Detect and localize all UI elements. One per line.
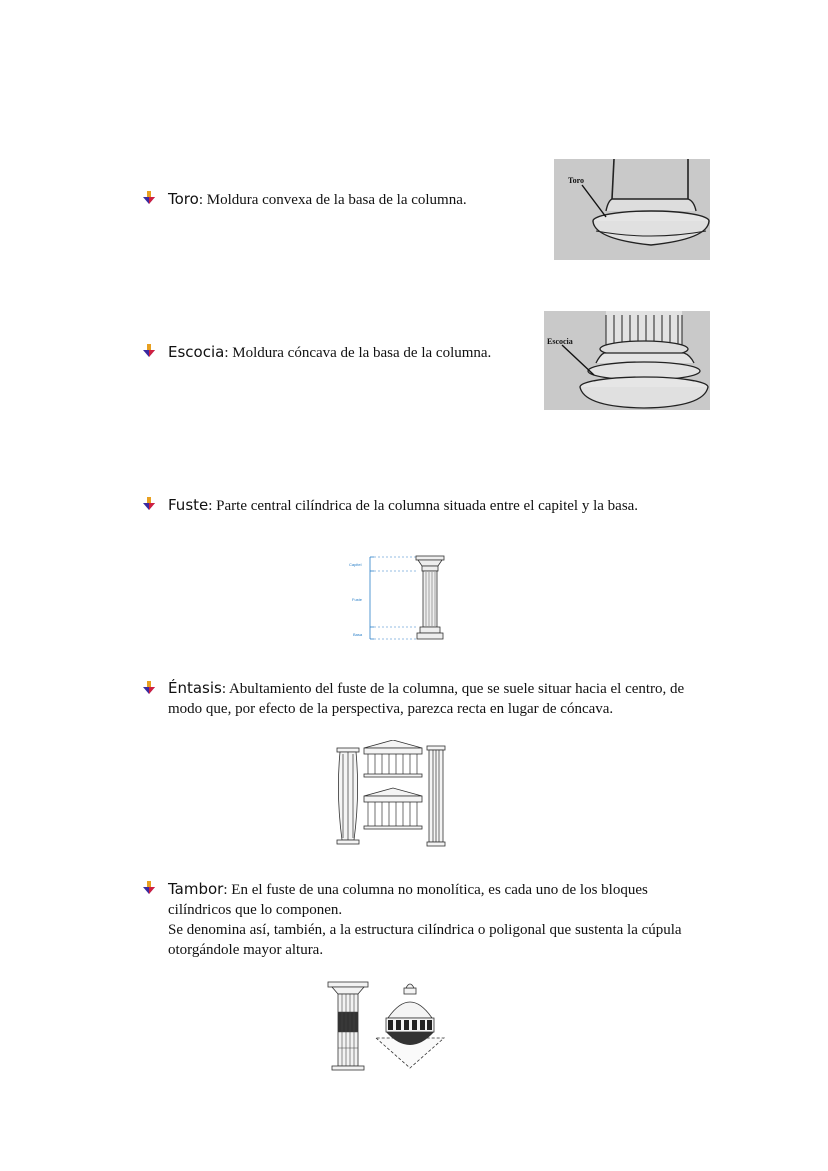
entry-entasis: Éntasis: Abultamiento del fuste de la columna, que se suele situar hacia el centro, de modo que, por efecto de la perspectiva, parezca recta en lugar de cóncava. (168, 678, 708, 719)
definition-escocia: Moldura cóncava de la basa de la columna. (228, 345, 492, 361)
term-tambor: Tambor (168, 880, 224, 898)
escocia-image-label: Escocia (547, 337, 573, 346)
entasis-illustration (334, 740, 448, 848)
definition-entasis-line1: Abultamiento del fuste de la columna, que se suele situar hacia el centro, de (226, 681, 685, 697)
fuste-diagram (346, 553, 448, 643)
tambor-illustration (326, 978, 450, 1072)
definition-tambor-line1: En el fuste de una columna no monolítica, es cada uno de los bloques (227, 882, 648, 898)
definition-entasis-line2: modo que, por efecto de la perspectiva, parezca recta en lugar de cóncava. (168, 701, 614, 717)
definition-fuste: Parte central cilíndrica de la columna situada entre el capitel y la basa. (212, 498, 639, 514)
term-escocia: Escocia (168, 343, 225, 361)
entry-fuste: Fuste: Parte central cilíndrica de la columna situada entre el capitel y la basa. (168, 496, 639, 514)
bullet-arrow-icon (142, 344, 156, 358)
entry-tambor: Tambor: En el fuste de una columna no monolítica, es cada uno de los bloques cilíndricos que lo componen. Se denomina así, también, a la estructura cilíndrica o poligonal que sustenta la cúpula otorgándole mayor altura. (168, 879, 708, 960)
definition-toro: Moldura convexa de la basa de la columna. (202, 192, 467, 208)
definition-tambor-line4: otorgándole mayor altura. (168, 942, 324, 958)
toro-image-label: Toro (568, 176, 585, 185)
bullet-arrow-icon (142, 881, 156, 895)
term-toro: Toro (168, 190, 199, 208)
definition-tambor-line2: cilíndricos que lo componen. (168, 902, 343, 918)
entry-escocia: Escocia: Moldura cóncava de la basa de la columna. (168, 343, 492, 361)
label-fuste: Fuste (352, 597, 363, 602)
term-entasis: Éntasis (168, 679, 222, 697)
bullet-arrow-icon (142, 191, 156, 205)
escocia-illustration (544, 311, 710, 410)
label-capitel: Capitel (349, 562, 362, 567)
term-fuste: Fuste (168, 496, 209, 514)
bullet-arrow-icon (142, 681, 156, 695)
toro-illustration (554, 159, 710, 260)
entry-toro: Toro: Moldura convexa de la basa de la columna. (168, 190, 467, 208)
label-basa: Basa (353, 632, 363, 637)
bullet-arrow-icon (142, 497, 156, 511)
definition-tambor-line3: Se denomina así, también, a la estructura cilíndrica o poligonal que sustenta la cúpula (168, 922, 682, 938)
